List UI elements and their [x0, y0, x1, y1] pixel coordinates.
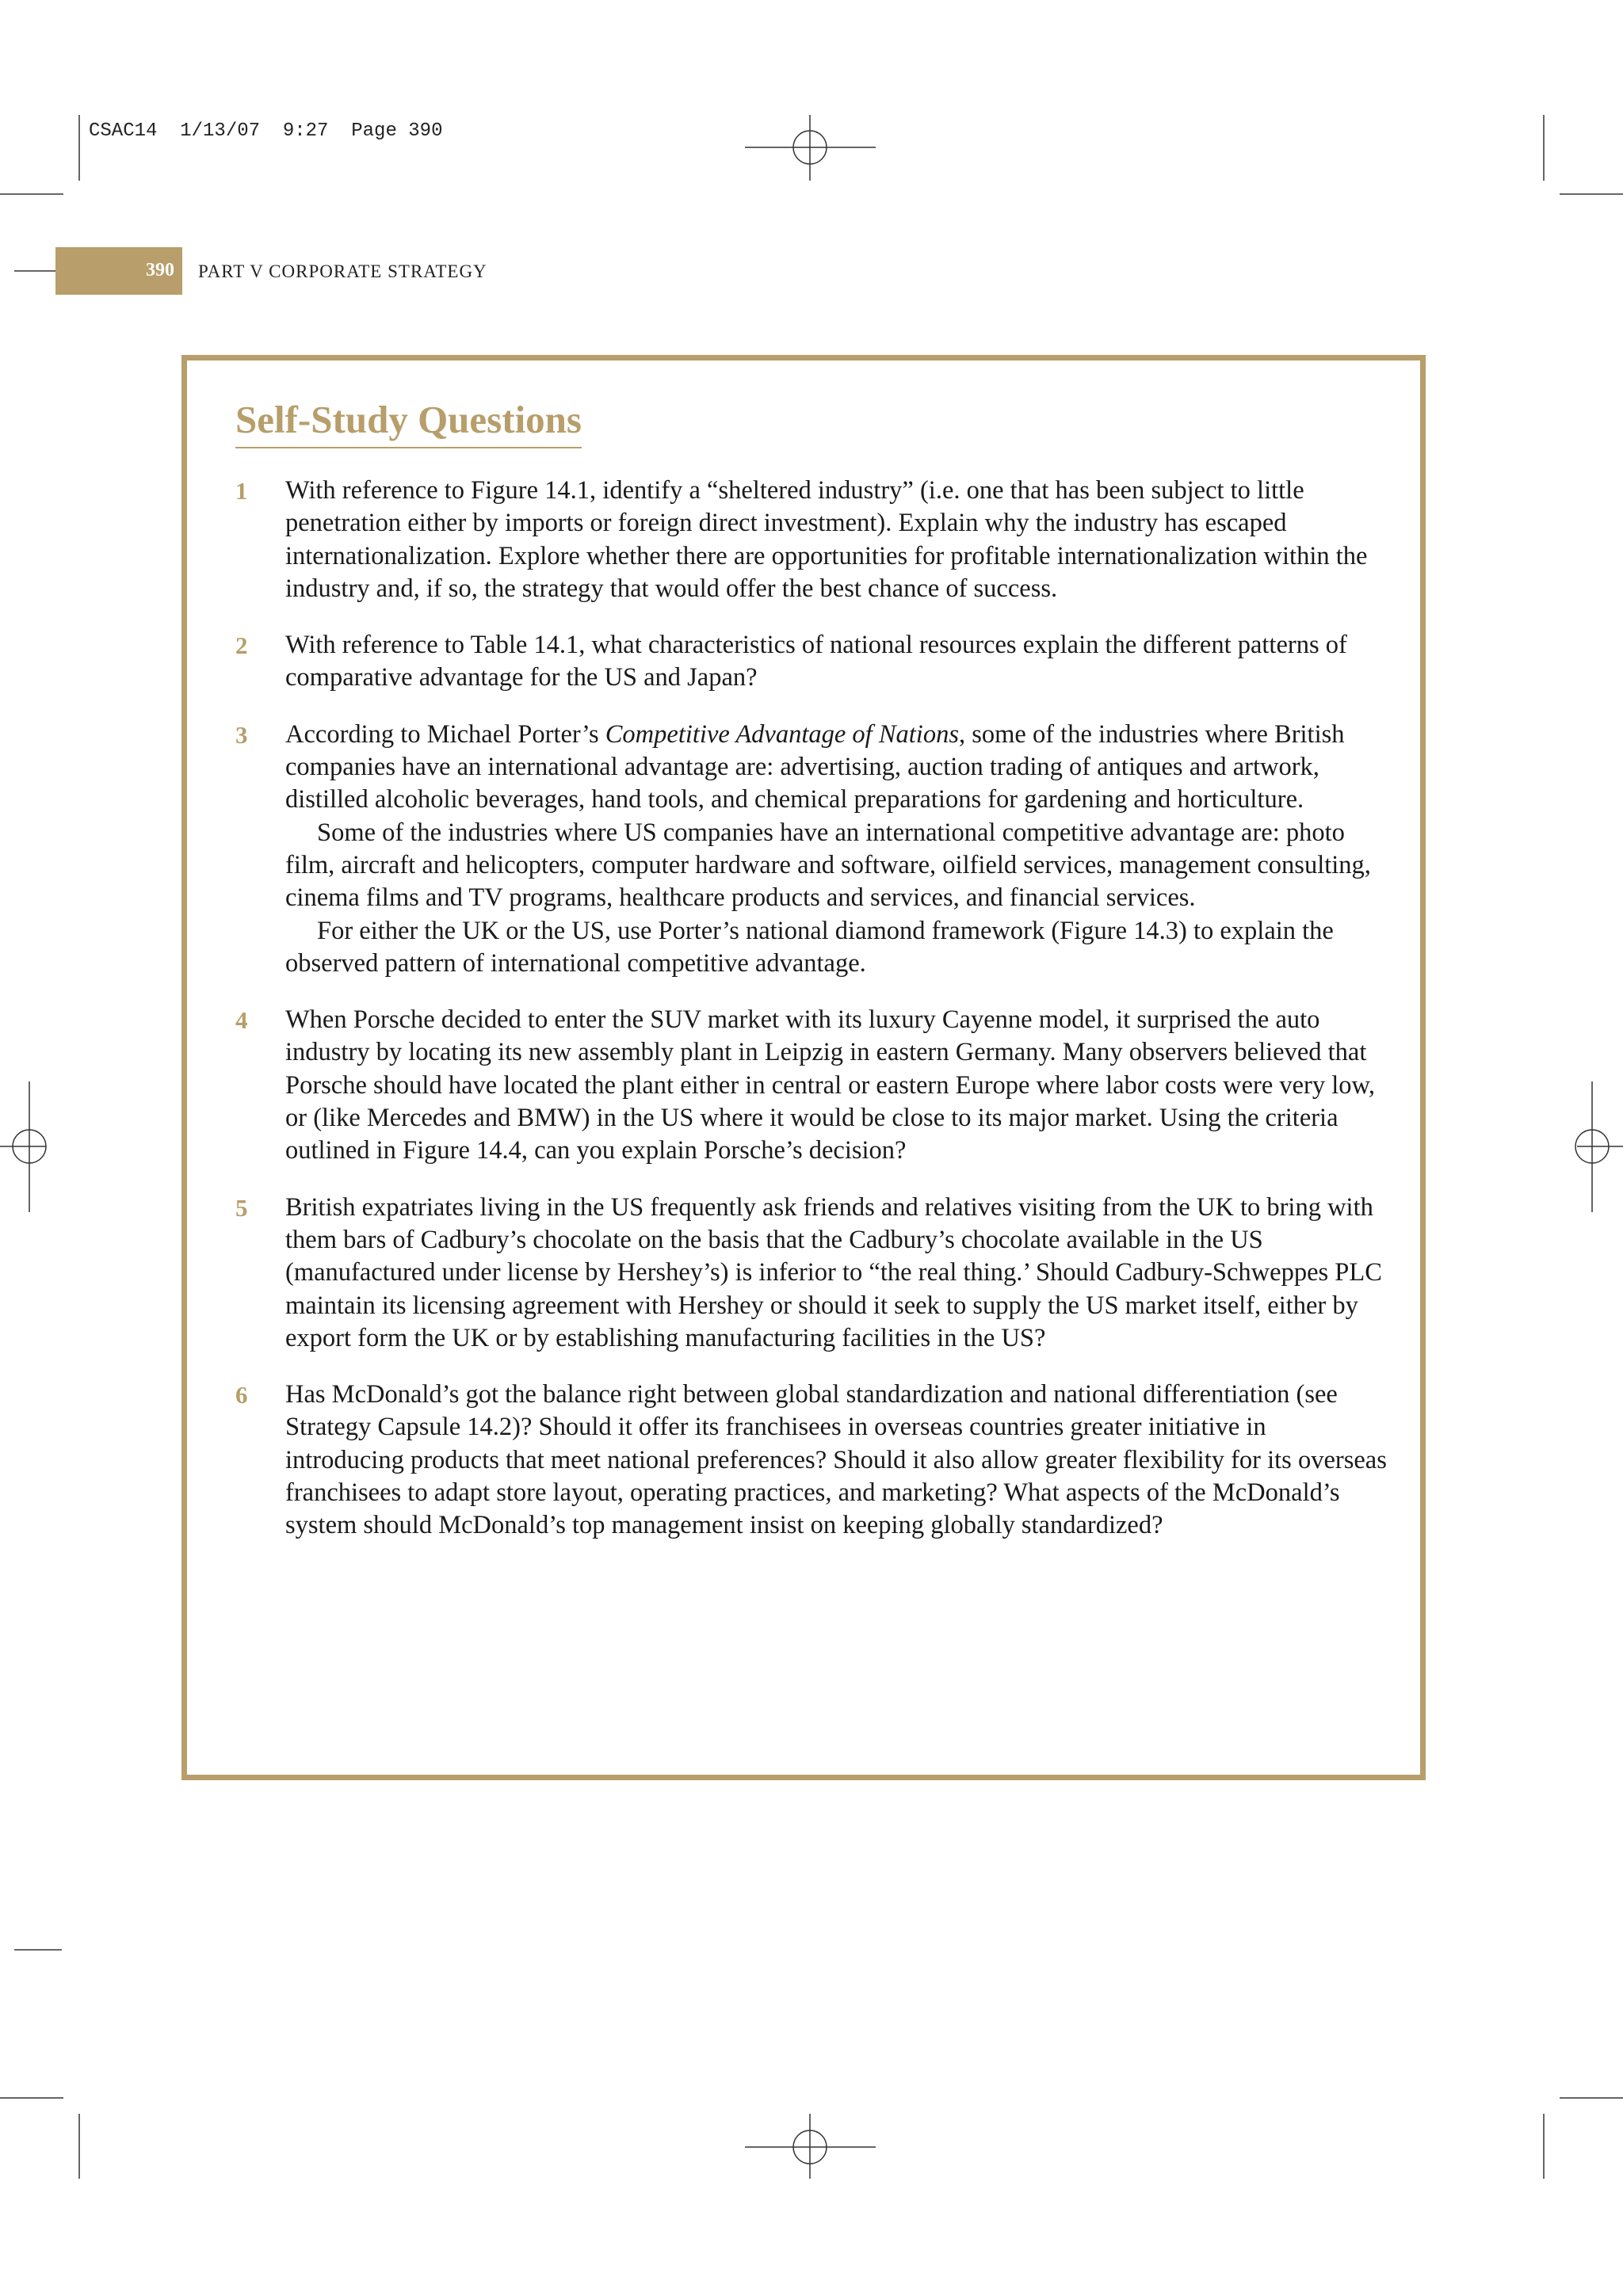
text-run: , some of the industries where British companies have an international advantage are: advertising, auction trading of antiques and artwork, distilled alcoholic beverages, hand tools, and chemical preparations for gardening and horticulture. — [285, 719, 1345, 814]
question-paragraph — [285, 719, 1388, 817]
question — [235, 475, 1388, 605]
box-title: Self-Study Questions — [235, 397, 582, 448]
question-number: 2 — [235, 631, 248, 660]
text-run: According to Michael Porter’s — [285, 719, 605, 749]
question — [235, 1004, 1388, 1167]
printer-slug: CSAC14 1/13/07 9:27 Page 390 — [89, 120, 443, 142]
question-paragraph: With reference to Figure 14.1, identify a “sheltered industry” (i.e. one that has been subject to little penetration either by imports or foreign direct investment). Explain why the industry has escaped internationalization. Explore whether there are opportunities for profitable internationalization within the industry and, if so, the strategy that would offer the best chance of success. — [285, 476, 1368, 603]
page-number-tab — [55, 247, 182, 295]
question-number: 4 — [235, 1006, 248, 1035]
question-text — [285, 629, 1388, 695]
question-text — [285, 475, 1388, 605]
question-list — [235, 475, 1388, 1566]
book-title: Competitive Advantage of Nations — [605, 719, 959, 749]
question-number: 5 — [235, 1193, 248, 1222]
running-head: PART V CORPORATE STRATEGY — [198, 261, 487, 281]
question-number: 3 — [235, 720, 248, 749]
question-paragraph: Has McDonald’s got the balance right between global standardization and national differentiation (see Strategy Capsule 14.2)? Should it offer its franchisees in overseas countries greater initiative in introducing products that meet national preferences? Should it also allow greater flexibility for its overseas franchisees to adapt store layout, operating practices, and marketing? What aspects of the McDonald’s system should McDonald’s top management insist on keeping globally standardized? — [285, 1380, 1387, 1540]
question-paragraph: British expatriates living in the US frequently ask friends and relatives visiting from the UK to bring with them bars of Cadbury’s chocolate on the basis that the Cadbury’s chocolate available in the US (manufactured under license by Hershey’s) is inferior to “the real thing.’ Should Cadbury-Schweppes PLC maintain its licensing agreement with Hershey or should it seek to supply the US market itself, either by export form the UK or by establishing manufacturing facilities in the US? — [285, 1192, 1382, 1352]
question — [235, 1192, 1388, 1355]
question-paragraph: For either the UK or the US, use Porter’s national diamond framework (Figure 14.3) to explain the observed pattern of international competitive advantage. — [285, 916, 1334, 978]
page-number: 390 — [146, 260, 174, 280]
question-number: 1 — [235, 477, 248, 505]
question-text — [285, 719, 1388, 980]
question — [235, 629, 1388, 695]
question-text — [285, 1379, 1388, 1542]
question — [235, 719, 1388, 980]
question-paragraph: Some of the industries where US companies have an international competitive advantage are: photo film, aircraft and helicopters, computer hardware and software, oilfield services, management consulting, cinema films and TV programs, healthcare products and services, and financial services. — [285, 818, 1371, 913]
question-paragraph: When Porsche decided to enter the SUV market with its luxury Cayenne model, it surprised the auto industry by locating its new assembly plant in Leipzig in eastern Germany. Many observers believed that Porsche should have located the plant either in central or eastern Europe where labor costs were very low, or (like Mercedes and BMW) in the US where it would be close to its major market. Using the criteria outlined in Figure 14.4, can you explain Porsche’s decision? — [285, 1005, 1376, 1165]
question-number: 6 — [235, 1381, 248, 1409]
question-text — [285, 1004, 1388, 1167]
question-paragraph: With reference to Table 14.1, what characteristics of national resources explain the different patterns of comparative advantage for the US and Japan? — [285, 631, 1347, 692]
question-text — [285, 1192, 1388, 1355]
self-study-box — [181, 355, 1426, 1780]
question — [235, 1379, 1388, 1542]
